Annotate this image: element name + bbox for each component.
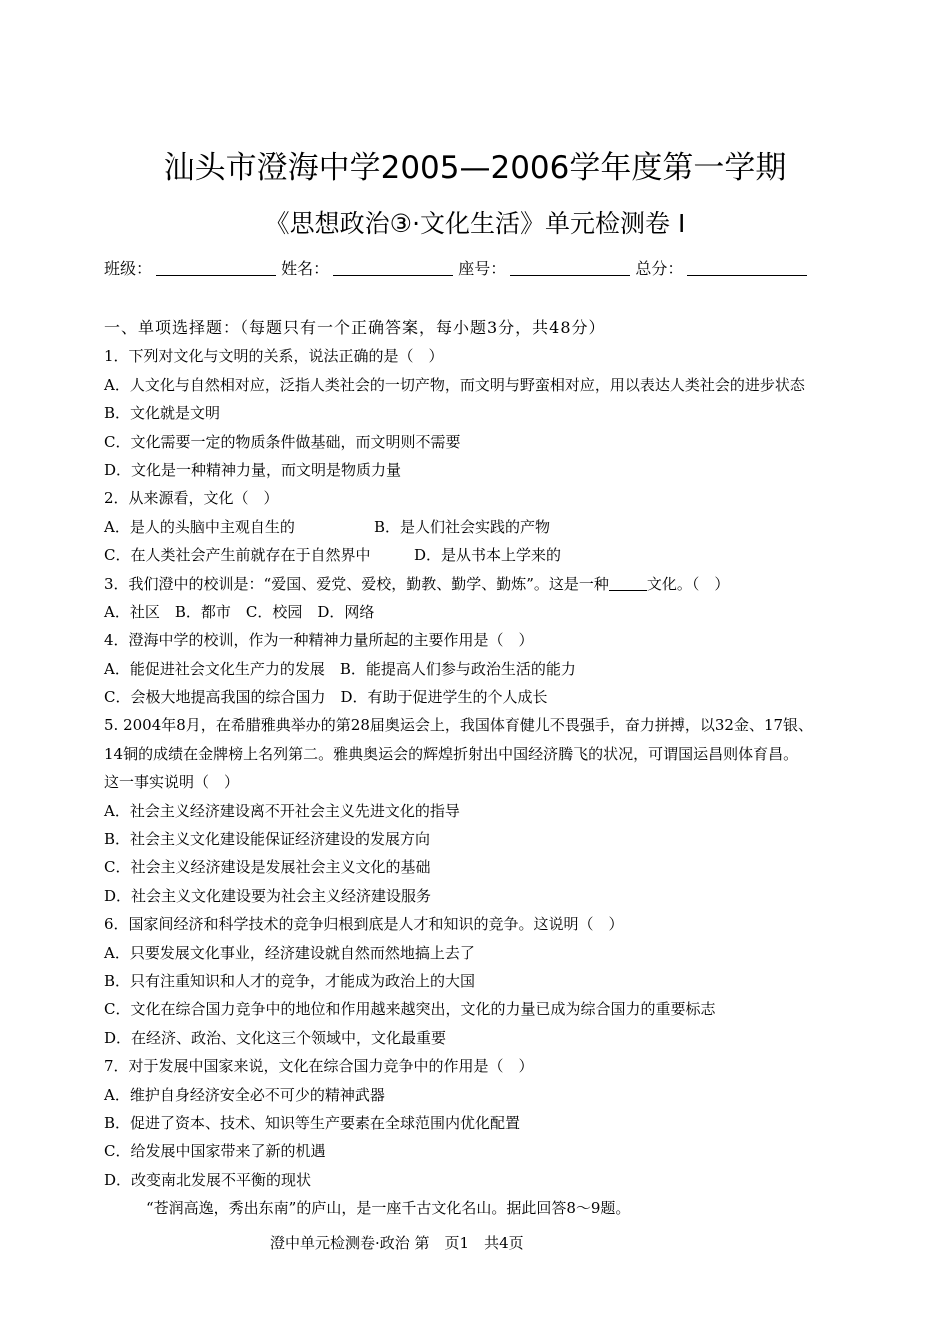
- question-2-stem: 2．从来源看，文化（ ）: [104, 489, 279, 508]
- question-7-option-a: A．维护自身经济安全必不可少的精神武器: [104, 1085, 385, 1104]
- question-7-option-b: B．促进了资本、技术、知识等生产要素在全球范围内优化配置: [104, 1113, 521, 1132]
- question-6-option-b: B．只有注重知识和人才的竞争，才能成为政治上的大国: [104, 971, 476, 990]
- question-1-stem: 1．下列对文化与文明的关系，说法正确的是（ ）: [104, 347, 444, 366]
- page-footer: 澄中单元检测卷·政治 第 页1 共4页: [270, 1234, 524, 1252]
- seat-blank[interactable]: [510, 257, 630, 276]
- passage-intro-8-9: “苍润高逸，秀出东南”的庐山，是一座千古文化名山。据此回答8～9题。: [146, 1199, 631, 1218]
- question-6-option-d: D．在经济、政治、文化这三个领域中，文化最重要: [104, 1028, 447, 1047]
- question-6-option-a: A．只要发展文化事业，经济建设就自然而然地搞上去了: [104, 943, 475, 962]
- score-label: 总分：: [635, 259, 684, 278]
- section-heading: 一、单项选择题：（每题只有一个正确答案，每小题3分，共48分）: [104, 318, 606, 337]
- question-5-option-c: C．社会主义经济建设是发展社会主义文化的基础: [104, 858, 431, 877]
- question-7-option-c: C．给发展中国家带来了新的机遇: [104, 1142, 326, 1161]
- name-label: 姓名：: [281, 259, 330, 278]
- question-2-options-ab: [104, 513, 852, 541]
- question-4-options-ab: A．能促进社会文化生产力的发展 B．能提高人们参与政治生活的能力: [104, 659, 576, 678]
- score-blank[interactable]: [687, 257, 807, 276]
- question-6-stem: 6．国家间经济和科学技术的竞争归根到底是人才和知识的竞争。这说明（ ）: [104, 915, 624, 934]
- question-3-stem-text: 3．我们澄中的校训是：“爱国、爱党、爱校，勤教、勤学、勤炼”。这是一种: [104, 574, 609, 593]
- question-3-blank: [609, 574, 647, 591]
- question-2-option-d: D．是从书本上学来的: [414, 546, 562, 565]
- question-5-option-d: D．社会主义文化建设要为社会主义经济建设服务: [104, 886, 432, 905]
- question-1-option-b: B．文化就是文明: [104, 404, 221, 423]
- page-title: 汕头市澄海中学2005—2006学年度第一学期: [163, 150, 787, 186]
- question-5-stem-line3: 这一事实说明（ ）: [104, 773, 240, 792]
- question-5-option-b: B．社会主义文化建设能保证经济建设的发展方向: [104, 830, 431, 849]
- question-4-options-cd: C．会极大地提高我国的综合国力 D．有助于促进学生的个人成长: [104, 688, 548, 707]
- question-3-options: A．社区 B．都市 C．校园 D．网络: [104, 602, 375, 621]
- question-2-options-cd: [104, 541, 852, 569]
- question-1-option-c: C．文化需要一定的物质条件做基础，而文明则不需要: [104, 432, 461, 451]
- seat-label: 座号：: [458, 259, 507, 278]
- page-subtitle: 《思想政治③·文化生活》单元检测卷 I: [264, 209, 686, 238]
- question-2-option-a: A．是人的头脑中主观自生的: [104, 517, 295, 536]
- class-blank[interactable]: [156, 257, 276, 276]
- question-7-option-d: D．改变南北发展不平衡的现状: [104, 1170, 312, 1189]
- question-1-option-a: A．人文化与自然相对应，泛指人类社会的一切产物，而文明与野蛮相对应，用以表达人类社会的进步状态: [104, 375, 805, 394]
- question-6-option-c: C．文化在综合国力竞争中的地位和作用越来越突出，文化的力量已成为综合国力的重要标志: [104, 1000, 716, 1019]
- question-7-stem: 7．对于发展中国家来说，文化在综合国力竞争中的作用是（ ）: [104, 1057, 534, 1076]
- question-3-stem: [104, 570, 852, 598]
- question-2-option-b: B．是人们社会实践的产物: [374, 517, 551, 536]
- question-5-stem-line2: 14铜的成绩在金牌榜上名列第二。雅典奥运会的辉煌折射出中国经济腾飞的状况，可谓国运昌则体育昌。: [104, 744, 799, 763]
- question-3-stem-end: 文化。（ ）: [646, 574, 730, 593]
- question-5-stem-line1: 5. 2004年8月，在希腊雅典举办的第28届奥运会上，我国体育健儿不畏强手，奋力拼搏，以32金、17银、: [104, 716, 814, 735]
- question-1-option-d: D．文化是一种精神力量，而文明是物质力量: [104, 460, 402, 479]
- name-blank[interactable]: [333, 257, 453, 276]
- question-4-stem: 4．澄海中学的校训，作为一种精神力量所起的主要作用是（ ）: [104, 631, 534, 650]
- class-label: 班级：: [104, 259, 153, 278]
- questions-area: [104, 314, 852, 1223]
- question-5-option-a: A．社会主义经济建设离不开社会主义先进文化的指导: [104, 801, 460, 820]
- student-info-row: [104, 256, 864, 282]
- question-2-option-c: C．在人类社会产生前就存在于自然界中: [104, 546, 371, 565]
